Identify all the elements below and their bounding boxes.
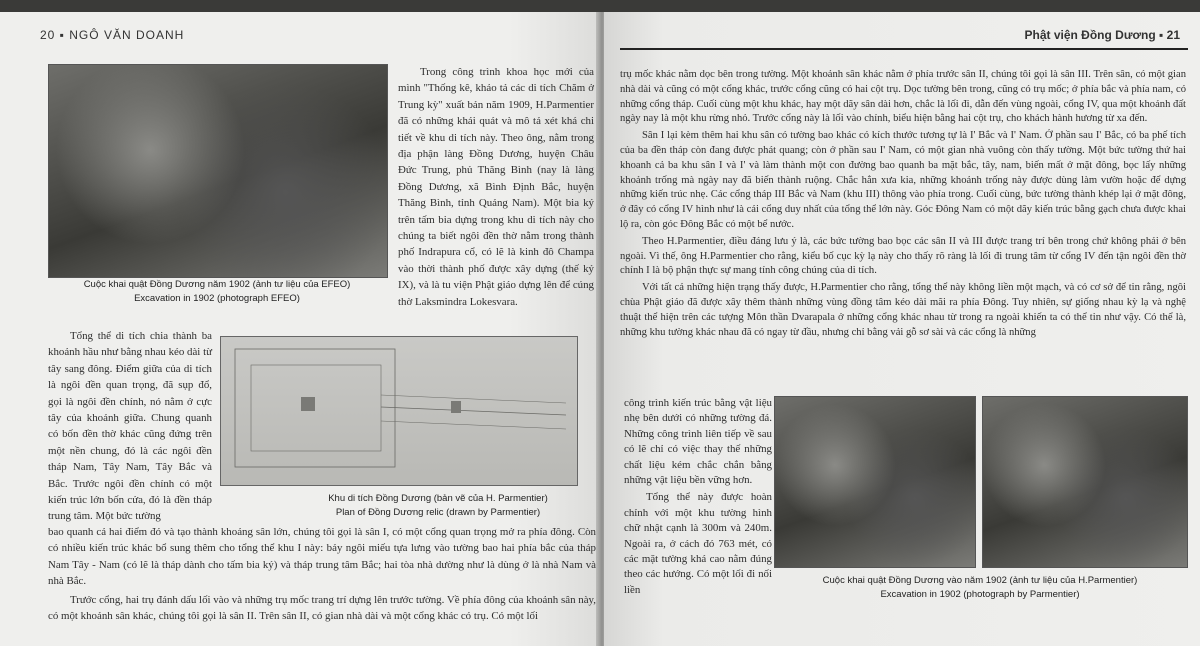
left-full-width-text (48, 524, 596, 626)
paragraph: Trước cổng, hai trụ đánh dấu lối vào và những trụ mốc trang trí dựng lên trước tường. Về phía đông của khoảnh sân này, có một khoảnh sân khác, chúng tôi gọi là sân II. Trên sân II, có gian nhà dài và một cổng khác có trụ. Có một lối (48, 593, 596, 623)
left-page (0, 12, 600, 646)
ruins-photo-right (982, 396, 1188, 568)
excavation-photo-caption-vi: Cuộc khai quật Đồng Dương năm 1902 (ảnh tư liệu của EFEO) (83, 279, 351, 290)
paragraph: bao quanh cả hai điểm đó và tạo thành khoảng sân lớn, chúng tôi gọi là sân I, có một cổng quan trọng mở ra phía đông. Còn có nhiều kiến trúc khác bổ sung thêm cho tổng thể khu I này: bảy ngôi miếu tựa lưng vào tường bao hai phía bắc của tháp Nam Tây - Nam (có lẽ là tháp dành cho tấm bia ký) và tháp trung tâm Bắc; hai tòa nhà dường như là dùng ở là nhà Nam và nhà Bắc. (48, 526, 596, 588)
plan-wall-north (381, 395, 566, 403)
excavation-photo-caption (48, 278, 386, 306)
ruins-photos-caption-vi: Cuộc khai quật Đồng Dương vào năm 1902 (ảnh tư liệu của H.Parmentier) (822, 575, 1138, 586)
paragraph: Tổng thể di tích chia thành ba khoảnh hầu như bằng nhau kéo dài từ tây sang đông. Điểm giữa của di tích là ngôi đền quan trọng, đã sụp đổ, gọi là ngôi đền chính, nó nằm ở cực tây của khoảnh giữa. Chung quanh có bốn đền thờ khác cũng đứng trên một nền chung, đó là các ngôi đền tháp Nam, Tây Nam, Tây Bắc và Bắc. Trước ngôi đền chính có một kiến trúc lớn bốn cửa, đó là đền tháp trung tâm. Một bức tường (48, 330, 212, 523)
ruins-photos-caption-en: Excavation in 1902 (photograph by Parmentier) (880, 589, 1080, 600)
paragraph: trụ mốc khác nằm dọc bên trong tường. Một khoảnh sân khác nằm ở phía trước sân II, chúng tôi gọi là sân III. Trên sân, có một gian nhà dài và cũng có một cổng khác, trước cổng cũng có hai cột trụ. Dọc tường bên trong, cũng có trụ mốc; ở phía bắc và phía nam, có những cổng tháp. Cuối cùng một khu khác, hay một dãy sân dài hơn, chắc là lối đi, dẫn đến vùng ngoài, cổng IV, qua một khoảnh đất ngày nay là một khu rừng nhỏ. Trước cổng này là lối vào chính, biểu hiện bằng hai cột trụ, cho khách hành hương từ xa đến. (620, 69, 1186, 125)
right-upper-text (620, 68, 1186, 342)
site-plan-caption (300, 492, 576, 520)
left-column-text-left (48, 328, 212, 527)
right-header-rule (620, 48, 1188, 50)
paragraph: Với tất cả những hiện trạng thấy được, H.Parmentier cho rằng, tổng thể này không liền một mạch, và có cơ sở để tin rằng, ngôi chùa Phật giáo đã được xây thêm thành những vùng đồng tâm kéo dài mãi ra phía Đông. Tuy nhiên, sự giống nhau kỳ lạ và nghệ thuật thể hiện trên các tượng Môn thần Dvarapala ở những cổng khác nhau từ trong ra ngoài khiến ta có thể tin như vậy. Có thể là, những khu tường khác nhau đã có ngay từ đầu, nhưng chỉ bằng vải gỗ sơ sài và các cổng là những (620, 282, 1186, 338)
paragraph: Trong công trình khoa học mới của mình "Thống kê, khảo tả các di tích Chăm ở Trung kỳ" xuất bản năm 1909, H.Parmentier đã có những khái quát và mô tả xét khá chi tiết về khu di tích này. Theo ông, nằm trong địa phận làng Đồng Dương, huyện Châu Đức Trung, phủ Thăng Bình (nay là làng Đồng Dương, xã Bình Định Bắc, huyện Thăng Bình, tỉnh Quảng Nam). Một bia ký trên tấm bia dựng trong khu di tích này cho chúng ta biết ngôi đền thờ nằm trong thành phố Indrapura cổ, có lẽ là kinh đô Champa vào thời thành phố được xây dựng (thế kỷ IX), và là tu viện Phật giáo dựng lên để cúng thờ Laksmindra Lokesvara. (398, 66, 594, 308)
right-running-head: Phật viện Đồng Dương ▪ 21 (1024, 28, 1180, 42)
ruins-photo-left (774, 396, 976, 568)
site-plan-caption-vi: Khu di tích Đồng Dương (bản vẽ của H. Parmentier) (328, 493, 548, 504)
paragraph: Sân I lại kèm thêm hai khu sân có tường bao khác có kích thước tương tự là I' Bắc và I' Nam. Ở phần sau I' Bắc, có ba phế tích của ba đền tháp còn đang được phát quang; còn ở phần sau I' Nam, có một gian nhà vuông còn thấy tường. Một bức tường thứ hai khoanh cả ba khu sân I và I' và làm thành một con đường bao quanh ba mặt bắc, tây, nam, biến mất ở mặt đông, bọc lấy những khoảnh trống mà ngày nay đã biến thành ruộng. Chắc hẳn xưa kia, những khoảnh trống này được dùng làm vườn hoặc để dựng những kiến trúc nhẹ. Các cổng tháp III Bắc và Nam (khu III) thông vào phía trong. Cuối cùng, bức tường thành khép lại ở mặt đông, ở đây có cổng IV hình như là cái cổng duy nhất của tổng thể lớn này. Góc Đông Nam có một dãy kiến trúc bằng gạch chưa được khai lộ ra, còn góc Đông Bắc có một bể nước. (620, 130, 1186, 230)
paragraph: Theo H.Parmentier, điều đáng lưu ý là, các bức tường bao bọc các sân II và III được trang trí bên trong chứ không phải ở bên ngoài. Vì thế, ông H.Parmentier cho rằng, kiểu bố cục kỳ lạ này cho thấy rõ ràng là lối đi trung tâm từ cổng IV đến tận ngôi đền thờ chính I là bộ phận thực sự mang tính công chúng của di tích. (620, 235, 1186, 277)
plan-court-i (251, 365, 381, 451)
plan-gate (451, 401, 461, 413)
left-column-text-right (398, 64, 594, 312)
plan-wall-south (381, 421, 566, 429)
site-plan-svg (221, 337, 577, 485)
paragraph: công trình kiến trúc bằng vật liệu nhẹ bên dưới có những tường đá. Những công trình liên tiếp về sau có lẽ chỉ có việc thay thế những chất liệu kém chắc chắn bằng những vật liệu bền vững hơn. (624, 397, 772, 487)
ruins-photos-caption (774, 574, 1186, 602)
site-plan-caption-en: Plan of Đồng Dương relic (drawn by Parmentier) (335, 507, 541, 518)
plan-main-temple (301, 397, 315, 411)
site-plan-drawing (220, 336, 578, 486)
excavation-photo-caption-en: Excavation in 1902 (photograph EFEO) (134, 293, 300, 304)
plan-axis-path (381, 407, 566, 415)
right-lower-column (624, 396, 772, 600)
left-running-head: 20 ▪ NGÔ VĂN DOANH (40, 28, 185, 42)
excavation-photo (48, 64, 388, 278)
paragraph: Tổng thể này được hoàn chỉnh với một khu tường hình chữ nhật cạnh là 300m và 240m. Ngoài ra, ở cách đó 763 mét, có các mặt tường khá cao nằm đúng theo các hướng. Có một lối đi nối liền (624, 491, 772, 596)
right-page (604, 12, 1200, 646)
